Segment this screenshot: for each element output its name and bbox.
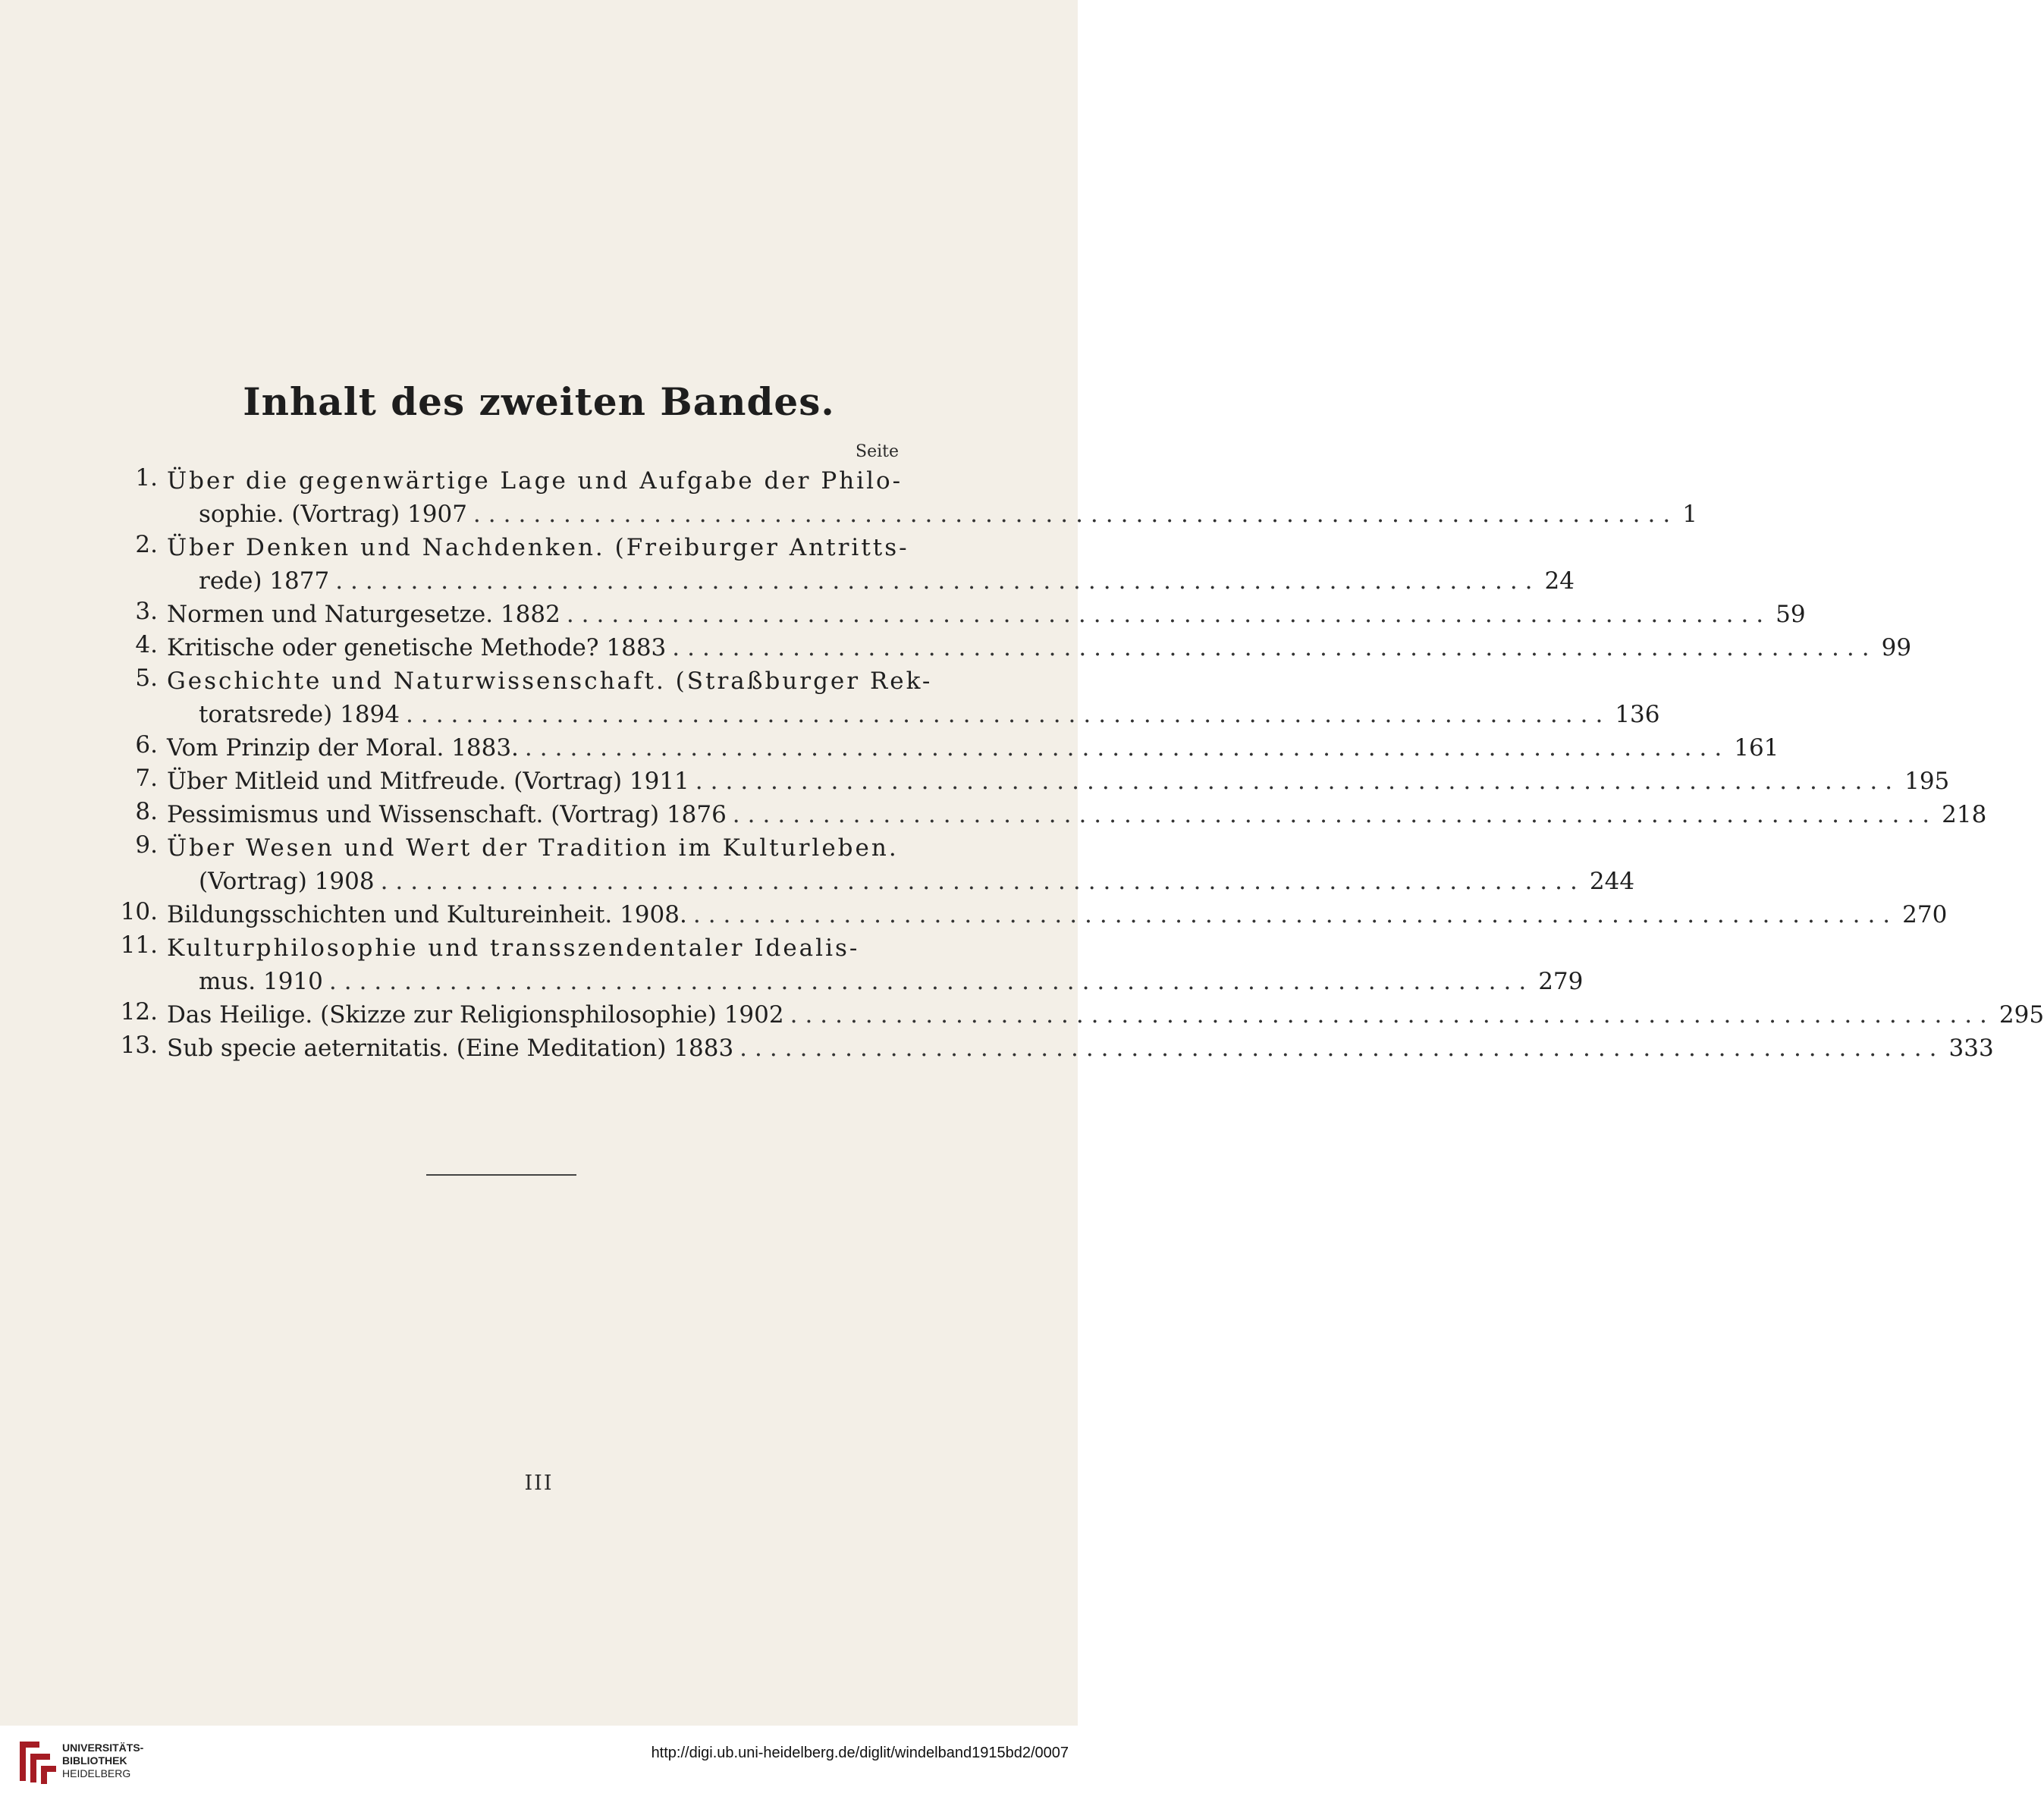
library-name-line: UNIVERSITÄTS-	[62, 1742, 144, 1754]
library-name-line: HEIDELBERG	[62, 1767, 131, 1779]
dot-leader: ................................................................................	[790, 1001, 1995, 1029]
toc-entry-title: Über die gegenwärtige Lage und Aufgabe der Philo-	[167, 467, 903, 495]
toc-entry-title: sophie. (Vortrag) 1907	[199, 501, 467, 528]
toc-entry-page: 136	[1615, 701, 1660, 728]
toc-entry-number: 3.	[135, 598, 158, 625]
toc-entry-title: Das Heilige. (Skizze zur Religionsphilosophie) 1902	[167, 1001, 784, 1029]
toc-entry-title: (Vortrag) 1908	[199, 868, 375, 895]
page-title: Inhalt des zweiten Bandes.	[243, 379, 835, 424]
toc-entry-page: 161	[1734, 734, 1779, 762]
seite-column-label: Seite	[856, 442, 899, 461]
toc-entry-title: Vom Prinzip der Moral. 1883.	[167, 734, 519, 762]
library-name-line: BIBLIOTHEK	[62, 1754, 127, 1767]
toc-entry	[114, 731, 1779, 765]
dot-leader: ................................................................................	[524, 734, 1730, 762]
toc-entry-title: toratsrede) 1894	[199, 701, 400, 728]
toc-entry-number: 12.	[120, 998, 158, 1025]
dot-leader: ................................................................................	[672, 634, 1877, 661]
toc-entry-number: 2.	[135, 531, 158, 558]
toc-entry-title: Über Mitleid und Mitfreude. (Vortrag) 1911	[167, 768, 689, 795]
dot-leader: ................................................................................	[732, 801, 1938, 828]
toc-entry-number: 13.	[120, 1032, 158, 1059]
dot-leader: ................................................................................	[328, 968, 1534, 995]
toc-entry-page: 218	[1942, 801, 1987, 828]
toc-entry-page: 295	[1998, 1001, 2044, 1029]
toc-entry-title: Kulturphilosophie und transszendentaler Idealis-	[167, 934, 860, 962]
toc-entry-page: 195	[1904, 768, 1950, 795]
toc-entry-title: Sub specie aeternitatis. (Eine Meditation) 1883	[167, 1035, 734, 1062]
toc-entry-page: 59	[1776, 601, 1806, 628]
toc-entry	[114, 798, 1987, 831]
dot-leader: ................................................................................	[473, 501, 1678, 528]
page-number: III	[524, 1471, 554, 1495]
dot-leader: ................................................................................	[739, 1035, 1945, 1062]
toc-entry-title: Über Wesen und Wert der Tradition im Kulturleben.	[167, 834, 899, 862]
toc-entry-page: 99	[1881, 634, 1912, 661]
toc-entry-title: Normen und Naturgesetze. 1882	[167, 601, 560, 628]
source-url-link[interactable]: http://digi.ub.uni-heidelberg.de/diglit/windelband1915bd2/0007	[651, 1745, 1069, 1761]
toc-entry	[114, 898, 1948, 931]
toc-entry	[114, 1032, 1994, 1065]
toc-entry	[114, 998, 2044, 1032]
toc-entry-number: 7.	[135, 765, 158, 792]
toc-entry-number: 8.	[135, 798, 158, 825]
toc-entry	[114, 765, 1950, 798]
library-logo-icon	[14, 1735, 59, 1787]
toc-entry	[114, 464, 1697, 531]
dot-leader: ................................................................................	[692, 901, 1898, 928]
dot-leader: ................................................................................	[335, 567, 1540, 595]
toc-entry	[114, 664, 1660, 731]
toc-entry	[114, 831, 1635, 898]
toc-entry-title: Kritische oder genetische Methode? 1883	[167, 634, 667, 661]
toc-entry-title: Geschichte und Naturwissenschaft. (Straßburger Rek-	[167, 667, 933, 695]
library-name	[62, 1742, 143, 1780]
toc-entry-number: 9.	[135, 831, 158, 859]
toc-entry-number: 5.	[135, 664, 158, 692]
toc-entry	[114, 931, 1584, 998]
toc-entry-page: 279	[1538, 968, 1584, 995]
toc-entry-page: 24	[1544, 567, 1575, 595]
dot-leader: ................................................................................	[380, 868, 1585, 895]
toc-entry-title: Bildungsschichten und Kultureinheit. 1908.	[167, 901, 687, 928]
toc-entry-number: 4.	[135, 631, 158, 658]
toc-entry-page: 244	[1589, 868, 1635, 895]
toc-entry-number: 1.	[135, 464, 158, 492]
dot-leader: ................................................................................	[405, 701, 1611, 728]
toc-entry-title: Über Denken und Nachdenken. (Freiburger Antritts-	[167, 534, 909, 561]
toc-entry-page: 270	[1902, 901, 1948, 928]
toc-entry-title: rede) 1877	[199, 567, 330, 595]
dot-leader: ................................................................................	[695, 768, 1901, 795]
toc-entry	[114, 631, 1912, 664]
toc-entry-title: mus. 1910	[199, 968, 323, 995]
toc-entry	[114, 531, 1575, 598]
toc-entry-page: 1	[1682, 501, 1697, 528]
table-of-contents	[114, 464, 2044, 1065]
toc-entry-page: 333	[1948, 1035, 1994, 1062]
toc-entry	[114, 598, 1806, 631]
toc-entry-number: 10.	[120, 898, 158, 925]
toc-entry-number: 6.	[135, 731, 158, 759]
divider-rule	[426, 1174, 576, 1176]
dot-leader: ................................................................................	[566, 601, 1772, 628]
toc-entry-number: 11.	[120, 931, 158, 959]
toc-entry-title: Pessimismus und Wissenschaft. (Vortrag) 1876	[167, 801, 727, 828]
